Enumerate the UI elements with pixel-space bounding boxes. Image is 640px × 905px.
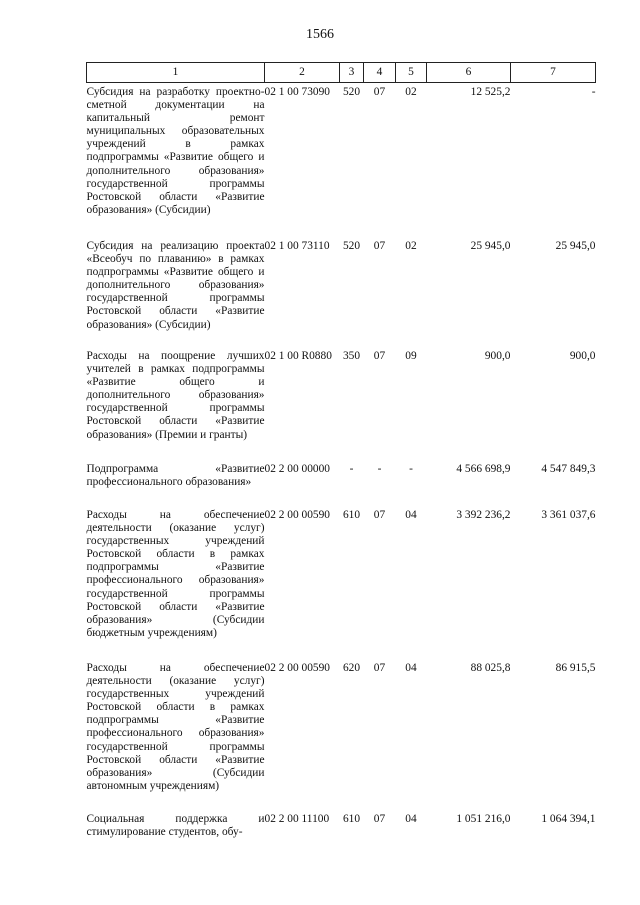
row-target-code: 02 2 00 00590 xyxy=(264,509,330,521)
header-row xyxy=(87,63,596,83)
row-amount-year2: 86 915,5 xyxy=(555,662,596,674)
column-header: 2 xyxy=(265,63,340,83)
row-name: Субсидия на реализацию проекта «Всеобуч по плаванию» в рамках подпрограммы «Развитие общего и дополнительного образования» государственной программы Ростовской области «Развитие образования» (Субсидии) xyxy=(86,240,265,331)
row-target-code: 02 1 00 R0880 xyxy=(264,350,332,362)
column-header: 3 xyxy=(340,63,364,83)
row-subsection: 09 xyxy=(405,350,417,362)
row-amount-year1: 12 525,2 xyxy=(470,86,511,98)
row-name: Подпрограмма «Развитие профессионального образования» xyxy=(86,463,265,489)
column-header: 7 xyxy=(511,63,596,83)
table-row xyxy=(87,659,596,810)
row-amount-year1: 88 025,8 xyxy=(470,662,511,674)
row-section: 07 xyxy=(373,86,386,98)
row-target-code: 02 2 00 00000 xyxy=(264,463,330,475)
row-section: 07 xyxy=(373,509,386,521)
table-row xyxy=(87,83,596,238)
table-row xyxy=(87,810,596,847)
row-name: Субсидия на разработку проектно-сметной документации на капитальный ремонт муниципальных образовательных учреждений в рамках подпрограммы «Развитие общего и дополнительного образования» государственной программы Ростовской области «Развитие образования» (Субсидии) xyxy=(86,86,265,216)
row-subsection: 04 xyxy=(405,662,417,674)
row-amount-year1: 25 945,0 xyxy=(470,240,511,252)
row-amount-year1: 900,0 xyxy=(484,350,511,362)
table-row xyxy=(87,506,596,659)
row-subsection: 02 xyxy=(405,240,417,252)
row-amount-year2: 900,0 xyxy=(569,350,596,362)
row-section: - xyxy=(377,463,382,475)
row-subsection: 04 xyxy=(405,509,417,521)
row-name: Расходы на поощрение лучших учителей в рамках подпрограммы «Развитие общего и дополнительного образования» государственной программы Ростовской области «Развитие образования» (Премии и гранты) xyxy=(86,350,265,441)
row-name: Расходы на обеспечение деятельности (оказание услуг) государственных учреждений Ростовской области в рамках подпрограммы «Развитие профессионального образования» государственной программы Ростовской области «Развитие образования» (Субсидии автономным учреждениям) xyxy=(86,662,265,792)
budget-table xyxy=(86,62,596,847)
row-expense-type: - xyxy=(349,463,354,475)
row-amount-year2: 1 064 394,1 xyxy=(541,813,596,825)
page-number: 1566 xyxy=(306,27,334,42)
row-section: 07 xyxy=(373,813,386,825)
row-expense-type: 350 xyxy=(342,350,361,362)
row-section: 07 xyxy=(373,240,386,252)
row-target-code: 02 1 00 73090 xyxy=(264,86,330,98)
row-subsection: 02 xyxy=(405,86,417,98)
row-expense-type: 520 xyxy=(342,86,361,98)
row-section: 07 xyxy=(373,662,386,674)
row-expense-type: 520 xyxy=(342,240,361,252)
column-header: 5 xyxy=(396,63,427,83)
row-target-code: 02 2 00 00590 xyxy=(264,662,330,674)
column-header: 6 xyxy=(427,63,511,83)
row-amount-year2: - xyxy=(591,86,596,98)
row-expense-type: 610 xyxy=(342,813,361,825)
column-header: 1 xyxy=(87,63,265,83)
row-expense-type: 610 xyxy=(342,509,361,521)
row-name: Социальная поддержка и стимулирование студентов, обу- xyxy=(86,813,265,839)
row-target-code: 02 2 00 11100 xyxy=(264,813,330,825)
table-row xyxy=(87,347,596,460)
row-amount-year2: 3 361 037,6 xyxy=(541,509,596,521)
row-amount-year1: 3 392 236,2 xyxy=(456,509,511,521)
row-target-code: 02 1 00 73110 xyxy=(264,240,330,252)
row-name: Расходы на обеспечение деятельности (оказание услуг) государственных учреждений Ростовской области в рамках подпрограммы «Развитие профессионального образования» государственной программы Ростовской области «Развитие образования» (Субсидии бюджетным учреждениям) xyxy=(86,509,265,639)
column-header: 4 xyxy=(364,63,396,83)
table-row xyxy=(87,237,596,347)
row-section: 07 xyxy=(373,350,386,362)
row-amount-year2: 25 945,0 xyxy=(555,240,596,252)
row-amount-year1: 1 051 216,0 xyxy=(456,813,511,825)
row-subsection: - xyxy=(409,463,413,475)
row-expense-type: 620 xyxy=(342,662,361,674)
table-row xyxy=(87,460,596,506)
row-amount-year2: 4 547 849,3 xyxy=(541,463,596,475)
row-amount-year1: 4 566 698,9 xyxy=(456,463,511,475)
row-subsection: 04 xyxy=(405,813,417,825)
